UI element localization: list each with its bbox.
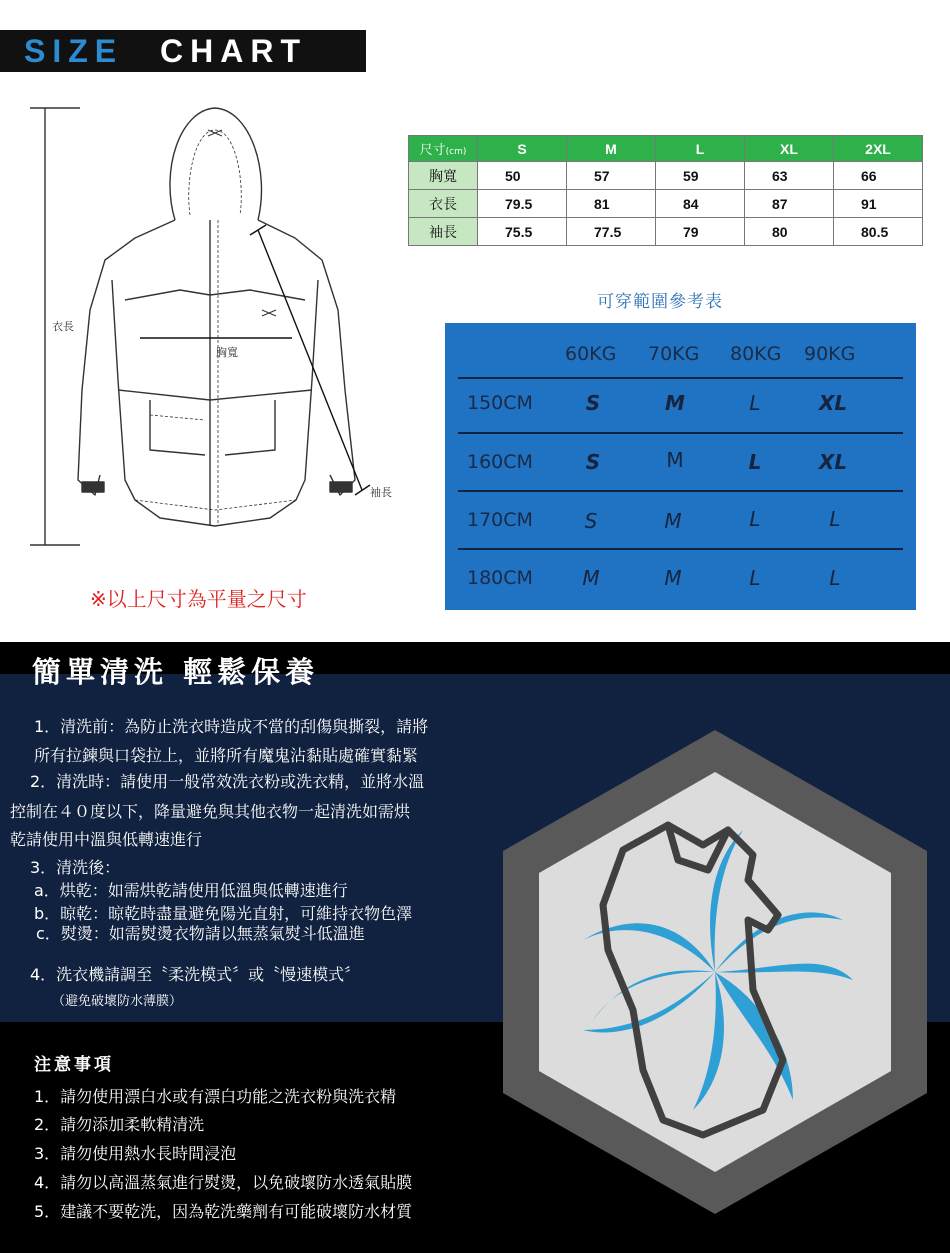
range-cell: XL: [818, 450, 848, 474]
height-label: 170CM: [467, 509, 533, 531]
height-label: 160CM: [467, 451, 533, 473]
size-xl: XL: [745, 136, 834, 162]
weight-header: 90KG: [804, 343, 856, 365]
wash-line: a．烘乾：如需烘乾請使用低溫與低轉速進行: [34, 881, 348, 900]
table-row: [409, 190, 923, 218]
table-cell: 50: [478, 162, 567, 190]
table-cell: 87: [745, 190, 834, 218]
divider: [458, 548, 903, 550]
range-cell: L: [749, 391, 761, 415]
wash-line: 乾請使用中溫與低轉速進行: [10, 830, 203, 849]
table-cell: 63: [745, 162, 834, 190]
care-item: 4．請勿以高溫蒸氣進行熨燙，以免破壞防水透氣貼膜: [34, 1173, 413, 1192]
range-cell: L: [748, 450, 762, 474]
table-cell: 75.5: [478, 218, 567, 246]
range-cell: S: [585, 391, 601, 415]
sleeve-label: 袖長: [370, 486, 392, 499]
size-m: M: [567, 136, 656, 162]
range-cell: S: [584, 509, 598, 533]
table-cell: 77.5: [567, 218, 656, 246]
table-cell: 81: [567, 190, 656, 218]
weight-header: 80KG: [730, 343, 782, 365]
chart-word: CHART: [160, 33, 307, 69]
table-cell: 79.5: [478, 190, 567, 218]
row-label: 胸寬: [409, 162, 478, 190]
row-label: 袖長: [409, 218, 478, 246]
size-2xl: 2XL: [834, 136, 923, 162]
chest-label: 胸寬: [216, 346, 238, 359]
table-cell: 91: [834, 190, 923, 218]
wash-line: 所有拉鍊與口袋拉上，並將所有魔鬼沾黏貼處確實黏緊: [34, 746, 419, 765]
range-cell: L: [749, 507, 761, 531]
length-label: 衣長: [52, 320, 74, 333]
divider: [458, 490, 903, 492]
range-cell: M: [664, 509, 682, 533]
size-table: [408, 135, 923, 246]
care-item: 3．請勿使用熱水長時間浸泡: [34, 1144, 237, 1163]
table-cell: 59: [656, 162, 745, 190]
wash-line: c．熨燙：如需熨燙衣物請以無蒸氣熨斗低溫進: [36, 924, 365, 943]
table-cell: 66: [834, 162, 923, 190]
table-cell: 80.5: [834, 218, 923, 246]
table-cell: 57: [567, 162, 656, 190]
wash-line: 3．清洗後：: [30, 858, 121, 877]
unit-cell: 尺寸(cm): [409, 136, 478, 162]
range-cell: L: [829, 507, 841, 531]
row-label: 衣長: [409, 190, 478, 218]
wash-line: b．晾乾：晾乾時盡量避免陽光直射，可維持衣物色澤: [34, 904, 413, 923]
care-item: 1．請勿使用漂白水或有漂白功能之洗衣粉與洗衣精: [34, 1087, 397, 1106]
weight-header: 60KG: [565, 343, 617, 365]
wash-line: 4．洗衣機請調至〝柔洗模式〞或〝慢速模式〞: [30, 965, 361, 984]
washing-hex-icon: [503, 730, 927, 1214]
height-label: 150CM: [467, 392, 533, 414]
size-s: S: [478, 136, 567, 162]
wash-line: 1．清洗前：為防止洗衣時造成不當的刮傷與撕裂，請將: [34, 717, 429, 736]
table-cell: 80: [745, 218, 834, 246]
range-cell: M: [665, 391, 685, 415]
table-row: [409, 162, 923, 190]
range-panel: [445, 323, 916, 610]
care-item: 2．請勿添加柔軟精清洗: [34, 1115, 205, 1134]
care-title: 注意事項: [34, 1055, 114, 1075]
wash-title: 簡單清洗 輕鬆保養: [32, 655, 320, 689]
table-row: [409, 218, 923, 246]
size-l: L: [656, 136, 745, 162]
size-header-row: [409, 136, 923, 162]
range-title: 可穿範圍參考表: [597, 292, 723, 312]
range-cell: L: [829, 566, 841, 590]
wash-line: 控制在４０度以下，降量避免與其他衣物一起清洗如需烘: [10, 802, 411, 821]
care-item: 5．建議不要乾洗，因為乾洗藥劑有可能破壞防水材質: [34, 1202, 413, 1221]
table-cell: 79: [656, 218, 745, 246]
range-cell: M: [666, 448, 684, 472]
range-cell: M: [664, 566, 682, 590]
range-cell: L: [749, 566, 761, 590]
range-cell: M: [582, 566, 600, 590]
range-cell: XL: [818, 391, 848, 415]
size-chart-header: [0, 30, 366, 72]
size-word: SIZE: [24, 33, 124, 69]
divider: [458, 377, 903, 379]
table-cell: 84: [656, 190, 745, 218]
height-label: 180CM: [467, 567, 533, 589]
weight-header: 70KG: [648, 343, 700, 365]
range-cell: S: [585, 450, 601, 474]
divider: [458, 432, 903, 434]
measurement-note: ※以上尺寸為平量之尺寸: [90, 587, 307, 611]
wash-line: 2．清洗時：請使用一般常效洗衣粉或洗衣精，並將水溫: [30, 772, 425, 791]
wash-line: （避免破壞防水薄膜）: [52, 994, 183, 1009]
